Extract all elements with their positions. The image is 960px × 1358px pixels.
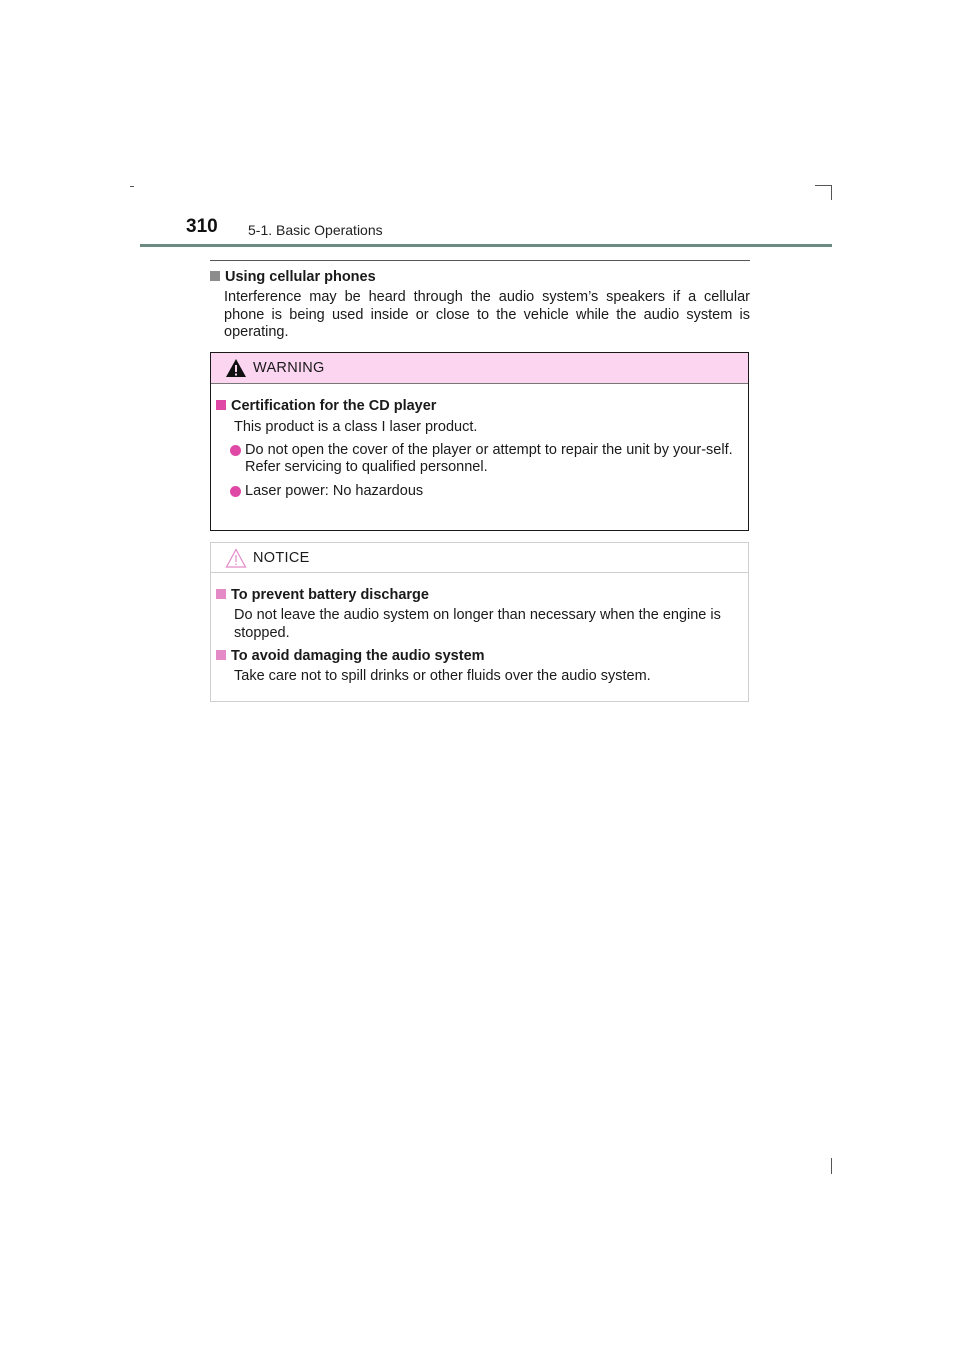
square-bullet-icon	[210, 271, 220, 281]
warning-bullet-1-line2: Refer servicing to qualified personnel.	[245, 459, 488, 475]
notice-heading-2-text: To avoid damaging the audio system	[231, 648, 485, 664]
cellular-body: Interference may be heard through the audio system’s speakers if a cellular phone is being used inside or close to the vehicle while the audio system is operating.	[224, 289, 750, 340]
notice-body-1: Do not leave the audio system on longer than necessary when the engine is stopped.	[234, 607, 721, 641]
round-bullet-icon	[230, 486, 241, 497]
square-bullet-icon	[216, 400, 226, 410]
warning-bullet	[230, 483, 748, 501]
warning-body	[211, 384, 748, 500]
square-bullet-icon	[216, 650, 226, 660]
header-rule	[140, 244, 832, 247]
caution-triangle-icon	[225, 548, 247, 568]
crop-mark-left	[130, 186, 134, 187]
notice-body	[211, 573, 748, 686]
warning-heading	[216, 396, 748, 416]
square-bullet-icon	[216, 589, 226, 599]
warning-title: WARNING	[253, 360, 325, 376]
warning-intro: This product is a class I laser product.	[234, 419, 478, 435]
page-number: 310	[186, 216, 218, 237]
warning-bullet	[230, 442, 748, 477]
crop-mark-bottom-right	[831, 1158, 832, 1174]
crop-mark-top-right-v	[831, 185, 832, 200]
notice-title: NOTICE	[253, 550, 310, 566]
warning-heading-text: Certification for the CD player	[231, 398, 437, 414]
cellular-heading	[210, 267, 750, 287]
notice-heading-1-text: To prevent battery discharge	[231, 587, 429, 603]
section-title: 5-1. Basic Operations	[248, 222, 383, 238]
notice-box	[210, 542, 749, 702]
notice-header	[211, 543, 748, 573]
warning-bullet-1-line1: Do not open the cover of the player or attempt to repair the unit by your-self.	[245, 441, 733, 458]
notice-body-2: Take care not to spill drinks or other fluids over the audio system.	[234, 668, 651, 684]
content-rule	[210, 260, 750, 261]
crop-mark-top-right-h	[815, 185, 831, 186]
cellular-heading-text: Using cellular phones	[225, 269, 376, 285]
cellular-section	[210, 267, 750, 342]
warning-box	[210, 352, 749, 531]
round-bullet-icon	[230, 445, 241, 456]
warning-triangle-icon	[225, 358, 247, 378]
notice-heading-1	[216, 585, 748, 605]
notice-heading-2	[216, 646, 748, 666]
warning-bullet-2: Laser power: No hazardous	[245, 482, 424, 499]
warning-header	[211, 353, 748, 384]
